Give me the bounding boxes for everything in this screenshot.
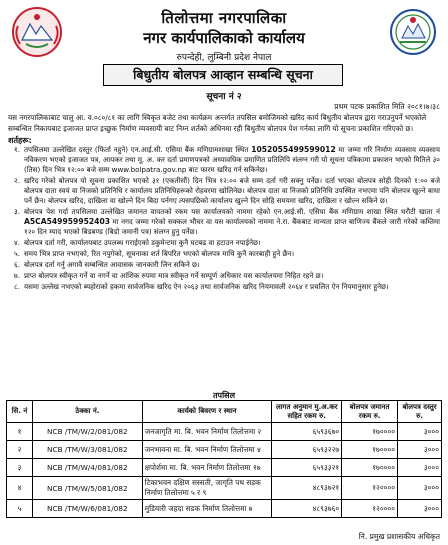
account-number: 1052055499599012: [251, 145, 336, 154]
term-item: [8, 238, 440, 248]
cell-security: १७००००: [342, 459, 398, 477]
term-number: ७.: [14, 271, 20, 280]
term-text: यसमा उल्लेख नभएको ब्यहोराको हकमा सार्वजनिक खरिद ऐन २०६३ तथा सार्वजनिक खरिद नियमावली २०६४ र प्रचलित ऐन नियमानुसार हुनेछ।: [24, 282, 389, 291]
contracts-table: [6, 400, 442, 518]
term-text: प्राप्त बोलपत्र स्वीकृत गर्ने वा नगर्ने वा आंशिक रुपमा मात्र स्वीकृत गर्ने सम्पूर्ण अधिकार यस कार्यालयमा निहित रहने छ।: [24, 271, 324, 280]
cell-cost: ६५९३६७०: [272, 423, 342, 441]
table-caption: तपसिल: [212, 391, 235, 400]
term-text-part: मा जम्मा गरि निर्माण व्यवसाय व्यवसाय नविकरण भएको इजाजत पत्र, आयकर तथा मू. अ. कर दर्ता प्रमाणपत्रको अध्यावधिक प्रमाणित प्रतिलिपि संलग्न गरी यो सूचना पत्रिकामा प्रकाशन भएको मितिले ३० (तिस) दिन भित्र १२:०० बजे सम्म www.bolpatra.gov.np बाट फारम खरिद गर्न सकिनेछ।: [24, 145, 441, 174]
term-number: ३.: [14, 207, 20, 216]
terms-heading: शर्तहरू:: [8, 136, 32, 145]
term-number: ४.: [14, 238, 20, 247]
term-item: [8, 145, 440, 175]
cell-fee: ३०००: [398, 423, 442, 441]
term-item: [8, 207, 440, 237]
term-item: [8, 260, 440, 270]
signature-label: नि. प्रमुख प्रशासकीय अधिकृत: [358, 532, 440, 541]
cell-description: जनजागृति मा. बि. भवन निर्माण तिलोत्तमा २: [142, 423, 272, 441]
term-item: [8, 282, 440, 292]
col-header-cost-estimate: लागत अनुमान मु.अ.कर सहित रकम रु.: [272, 401, 342, 423]
cell-fee: ३०००: [398, 441, 442, 459]
notice-title: बिधुतीय बोलपत्र आव्हान सम्बन्धि सूचना: [103, 64, 343, 86]
table-row: [7, 459, 442, 477]
table-row: [7, 423, 442, 441]
cell-contract-no: NCB /TM/W/5/081/082: [32, 477, 142, 500]
deposit-account-number: A5CA549959952403: [24, 217, 111, 226]
term-text-part: बोलपत्र पेश गर्दा तपसिलमा उल्लेखित जमानत वापतको रकम यस कार्यालयको नाममा रहेको एन.आई.सी. एसिया बैंक मणिग्राम शाखा स्थित धरौटी खाता नं: [24, 207, 440, 216]
publish-date: प्रथम पटक प्रकाशित मिति २०८१।७।३८: [334, 102, 440, 111]
table-row: [7, 441, 442, 459]
cell-security: १२००००: [342, 500, 398, 518]
intro-paragraph: यस नगरपालिकाबाट चालु आ. व.०८०/८१ का लागि स्विकृत बजेट तथा कार्यक्रम अन्तर्गत तपसिल बमोजिमको खरिद कार्य बिधुतीय बोलपत्र द्वारा गराउनुपर्ने भएकोले सम्बन्धित निकायबाट इजाजत प्राप्त इच्छुक निर्माण व्यवसायी बाट निम्न शर्तको अधिनमा रही बिधुतीय बोलपत्र पेश गर्नका लागि यो सूचना प्रकाशित गरिएको छ।: [8, 113, 427, 133]
cell-security: १२००००: [342, 477, 398, 500]
term-text: बोलपत्र दर्ता गर्नु अगावै सम्बन्धित आवासक जानकारी लिन सकिने छ।: [24, 260, 200, 269]
term-text-part: मा नगद जम्मा गरेको सक्कल भौचर वा यस कार्यालयको नाममा ने.रा. बैंकबाट मान्यता प्राप्त बाणिज्य बैंकले जारी गरेको कम्तिमा १२० दिन म्याद भएको बिडबण्ड (बिडो जमानी पत्र) संलग्न हुनु पर्नेछ।: [24, 217, 440, 236]
cell-description: मुडियारी जहदा सडक निर्माण तिलोत्तमा ७: [142, 500, 272, 518]
office-name: तिलोत्तमा नगरपालिका: [161, 9, 287, 27]
term-number: ८.: [14, 282, 20, 291]
office-subtitle: नगर कार्यपालिकाको कार्यालय: [143, 29, 305, 47]
term-item: [8, 271, 440, 281]
cell-security: १७००००: [342, 441, 398, 459]
cell-sn: १: [7, 423, 33, 441]
term-number: ६.: [14, 260, 20, 269]
cell-cost: ४८९३७२१: [272, 477, 342, 500]
table-row: [7, 500, 442, 518]
table-header-row: [7, 401, 442, 423]
cell-description: टिकाभवन दक्षिण सस्सती, जागृति पथ सडक निर्माण तिलोत्तमा ५ र ९: [142, 477, 272, 500]
terms-list: [8, 145, 440, 293]
cell-description: जनभावना मा. बि. भवन निर्माण तिलोत्तमा ४: [142, 441, 272, 459]
term-number: १.: [14, 145, 20, 154]
cell-contract-no: NCB /TM/W/2/081/082: [32, 423, 142, 441]
cell-sn: ५: [7, 500, 33, 518]
cell-sn: २: [7, 441, 33, 459]
term-text: [24, 145, 440, 175]
cell-sn: ४: [7, 477, 33, 500]
notice-number: सूचना नं २: [206, 92, 242, 102]
term-text: [24, 207, 440, 237]
col-header-bid-security: बोलपत्र जमानत रकम रु.: [342, 401, 398, 423]
cell-fee: ३०००: [398, 477, 442, 500]
term-text: खरिद गरेको बोलपत्र यो सूचना प्रकाशित भएको ३१ (एकतीसौं) दिन भित्र १२:०० बजे सम्म दर्ता गरी सक्नु पर्नेछ। दर्ता भएका बोलपत्र सोही दिनको १:०० बजे बोलपत्र दाता स्वयं वा निजको प्रतिनिधि र कार्यालय प्रतिनिधिहरूको रोहवरमा खोलिनेछ। बोलपत्र दाता वा निजको प्रतिनिधि उपस्थित नभएमा पनि बोलपत्र खुल्ने बाधा पर्ने छैन। बोलपत्र खरिद, दाखिला वा खोल्ने दिन बिदा पर्नगए त्यसपछिको कार्यालय खुल्ने दिन सोहि समयमा खरिद, दाखिला र खोल्न सकिने छ।: [24, 176, 440, 205]
col-header-description: कार्यको बिवरण र स्थान: [142, 401, 272, 423]
cell-contract-no: NCB /TM/W/4/081/082: [32, 459, 142, 477]
cell-cost: ६५९३२२७: [272, 441, 342, 459]
term-item: [8, 249, 440, 259]
term-number: २.: [14, 176, 20, 185]
cell-fee: ३०००: [398, 500, 442, 518]
cell-cost: ४८९३७६०: [272, 500, 342, 518]
term-number: ५.: [14, 249, 20, 258]
col-header-bid-fee: बोलपत्र दस्तुर रु.: [398, 401, 442, 423]
table-row: [7, 477, 442, 500]
cell-security: १७००००: [342, 423, 398, 441]
cell-contract-no: NCB /TM/W/6/081/082: [32, 500, 142, 518]
col-header-contract-no: ठेक्का नं.: [32, 401, 142, 423]
col-header-sn: सि. नं: [7, 401, 33, 423]
cell-sn: ३: [7, 459, 33, 477]
cell-fee: ३०००: [398, 459, 442, 477]
term-text: बोलपत्र दर्ता गरी, कार्यालयबाट उपलब्ध गराईएको डकुमेन्टमा कुनै घटबढ वा हटाउन नपाईनेछ।: [24, 238, 261, 247]
cell-contract-no: NCB /TM/W/3/081/082: [32, 441, 142, 459]
cell-description: क्षपोर्शमा मा. बि. भवन निर्माण तिलोत्तमा १७: [142, 459, 272, 477]
term-text: समय भित्र प्राप्त नभएको, रित नपुगेको, सूचनाका शर्त बिपरित भएको बोलपत्र माथि कुनै कारबाही हुने छैन।: [24, 249, 295, 258]
term-item: [8, 176, 440, 206]
term-text-part: तपसिलमा उल्लेखित दस्तुर (फिर्ता नहुने) एन.आई.सी. एसिया बैंक मणिग्रामशाखा स्थित: [24, 145, 252, 154]
office-address: रुपन्देही, लुम्बिनी प्रदेश नेपाल: [176, 53, 272, 63]
cell-cost: ६५९३३२१: [272, 459, 342, 477]
